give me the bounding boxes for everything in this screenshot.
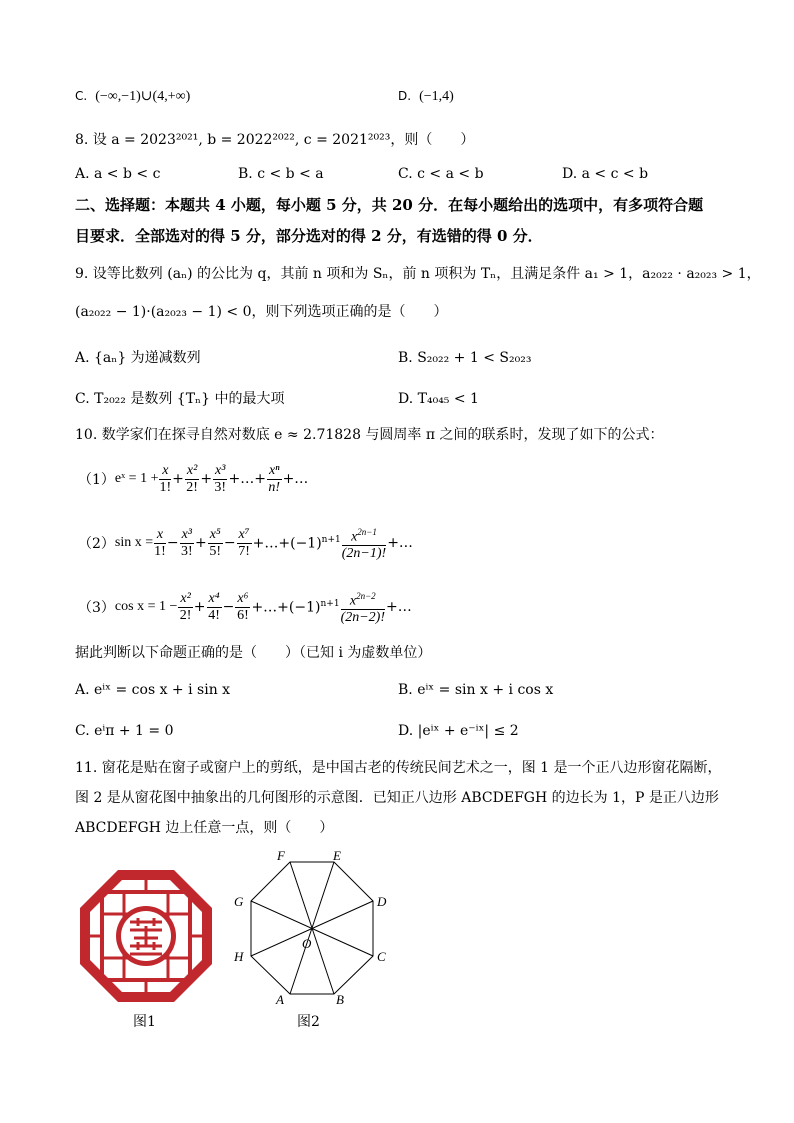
q7-option-d-text: (−1,4)	[419, 89, 454, 104]
octagon-vertex-labels	[233, 848, 387, 1006]
q8-option-a: A. a < b < c	[75, 166, 161, 182]
formula-1-term3: $\frac{\text{x³}}{3!}$	[214, 462, 227, 495]
formula-1-lhs: eˣ = 1 +	[114, 471, 159, 486]
q10-option-c: C. eⁱπ + 1 = 0	[75, 723, 174, 739]
formula-2-label: （2）	[78, 536, 115, 552]
q10-stem: 10. 数学家们在探寻自然对数底 e ≈ 2.71828 与圆周率 π 之间的联系时，发现了如下的公式：	[75, 427, 664, 443]
q8-option-b: B. c < b < a	[238, 166, 324, 182]
formula-2-term4: $\frac{\text{x⁷}}{7!}$	[238, 526, 250, 559]
q9-option-d: D. T₄₀₄₅ < 1	[398, 391, 479, 407]
q7-option-c	[75, 86, 190, 107]
formula-1-label: （1）	[78, 472, 115, 488]
q10-formula-1: （1） eˣ = 1 + $\frac{x}{1!}$ + $\frac{\text{x²}}{2!}$ + $\frac{\text{x³}}{3!}$ +…+ $\frac{\text{xⁿ}}{n!}$ +…	[78, 462, 309, 495]
formula-3-termn: $\frac{x^{2n-2}}{(2n-2)!}$	[341, 588, 385, 627]
q7-option-c-text: (−∞,−1)∪(4,+∞)	[95, 89, 191, 104]
vertex-label-d: D	[377, 894, 387, 909]
q11-stem-line3: ABCDEFGH 边上任意一点，则（ ）	[75, 820, 334, 836]
q7-option-d-label: D.	[398, 89, 412, 103]
q10-judge: 据此判断以下命题正确的是（ ）（已知 i 为虚数单位）	[75, 645, 432, 661]
figure-2-caption: 图2	[297, 1014, 320, 1030]
q7-option-c-label: C.	[75, 89, 88, 103]
q7-option-d	[398, 86, 454, 107]
formula-3-term2: $\frac{\text{x⁴}}{4!}$	[208, 590, 220, 623]
vertex-label-c: C	[377, 949, 386, 964]
figure-1-caption: 图1	[133, 1014, 156, 1030]
center-label-o: O	[302, 936, 312, 951]
figure-1-window-lattice	[78, 868, 214, 1004]
section-heading-line2: 目要求．全部选对的得 5 分，部分选对的得 2 分，有选错的得 0 分．	[75, 227, 543, 245]
vertex-label-f: F	[277, 848, 285, 863]
q10-option-a: A. eⁱˣ = cos x + i sin x	[75, 682, 231, 698]
formula-2-termn: $\frac{x^{2n-1}}{(2n-1)!}$	[342, 524, 386, 563]
q9-option-a: A. {aₙ} 为递减数列	[75, 350, 201, 366]
figure-2-octagon-diagram	[228, 846, 398, 1006]
q9-option-c: C. T₂₀₂₂ 是数列 {Tₙ} 中的最大项	[75, 391, 285, 407]
formula-3-label: （3）	[78, 600, 115, 616]
formula-1-term1: $\frac{x}{1!}$	[159, 462, 172, 495]
q8-stem: 8. 设 a = 2023²⁰²¹, b = 2022²⁰²², c = 2021²⁰²³，则（ ）	[75, 132, 475, 148]
formula-2-term2: $\frac{\text{x³}}{3!}$	[180, 526, 193, 559]
vertex-label-a: A	[276, 992, 284, 1006]
q8-option-d: D. a < c < b	[562, 166, 649, 182]
vertex-label-h: H	[234, 949, 244, 964]
formula-2-term1: $\frac{x}{1!}$	[154, 526, 166, 559]
formula-3-term1: $\frac{\text{x²}}{2!}$	[179, 590, 192, 623]
formula-2-lhs: sin x =	[114, 535, 154, 550]
formula-1-term2: $\frac{\text{x²}}{2!}$	[186, 462, 198, 495]
q9-stem-line2: (a₂₀₂₂ − 1)·(a₂₀₂₃ − 1) < 0，则下列选项正确的是（ ）	[75, 304, 448, 320]
q9-stem-line1: 9. 设等比数列 (aₙ) 的公比为 q，其前 n 项和为 Sₙ，前 n 项积为 Tₙ，且满足条件 a₁ > 1，a₂₀₂₂ · a₂₀₂₃ > 1，	[75, 266, 761, 282]
formula-3-term3: $\frac{\text{x⁶}}{6!}$	[237, 590, 249, 623]
formula-1-termn: $\frac{\text{xⁿ}}{n!}$	[268, 462, 281, 495]
q10-option-b: B. eⁱˣ = sin x + i cos x	[398, 682, 554, 698]
q10-formula-2: （2） sin x = $\frac{x}{1!}$ − $\frac{\text{x³}}{3!}$ + $\frac{\text{x⁵}}{5!}$ − $\frac{\text{x⁷}}{7!}$ $+\dots+(-1)^{n+1}$ $\frac{x^{2n-1}}{(2n-1)!}$ +…	[78, 520, 413, 566]
vertex-label-g: G	[234, 894, 244, 909]
vertex-label-b: B	[336, 992, 344, 1006]
section-heading-line1: 二、选择题：本题共 4 小题，每小题 5 分，共 20 分．在每小题给出的选项中，有多项符合题	[75, 196, 704, 214]
q11-stem-line2: 图 2 是从窗花图中抽象出的几何图形的示意图．已知正八边形 ABCDEFGH 的边长为 1，P 是正八边形	[75, 790, 719, 806]
q9-option-b: B. S₂₀₂₂ + 1 < S₂₀₂₃	[398, 350, 532, 366]
vertex-label-e: E	[333, 848, 341, 863]
formula-3-lhs: cos x = 1 −	[114, 599, 178, 614]
q10-option-d: D. |eⁱˣ + e⁻ⁱˣ| ≤ 2	[398, 723, 519, 739]
formula-2-term3: $\frac{\text{x⁵}}{5!}$	[209, 526, 222, 559]
q10-formula-3: （3） cos x = 1 − $\frac{\text{x²}}{2!}$ + $\frac{\text{x⁴}}{4!}$ − $\frac{\text{x⁶}}{6!}$ $+\dots+(-1)^{n+1}$ $\frac{x^{2n-2}}{(2n-2)!}$ +…	[78, 584, 412, 630]
q11-stem-line1: 11. 窗花是贴在窗子或窗户上的剪纸，是中国古老的传统民间艺术之一，图 1 是一个正八边形窗花隔断，	[75, 760, 722, 776]
q8-option-c: C. c < a < b	[398, 166, 484, 182]
